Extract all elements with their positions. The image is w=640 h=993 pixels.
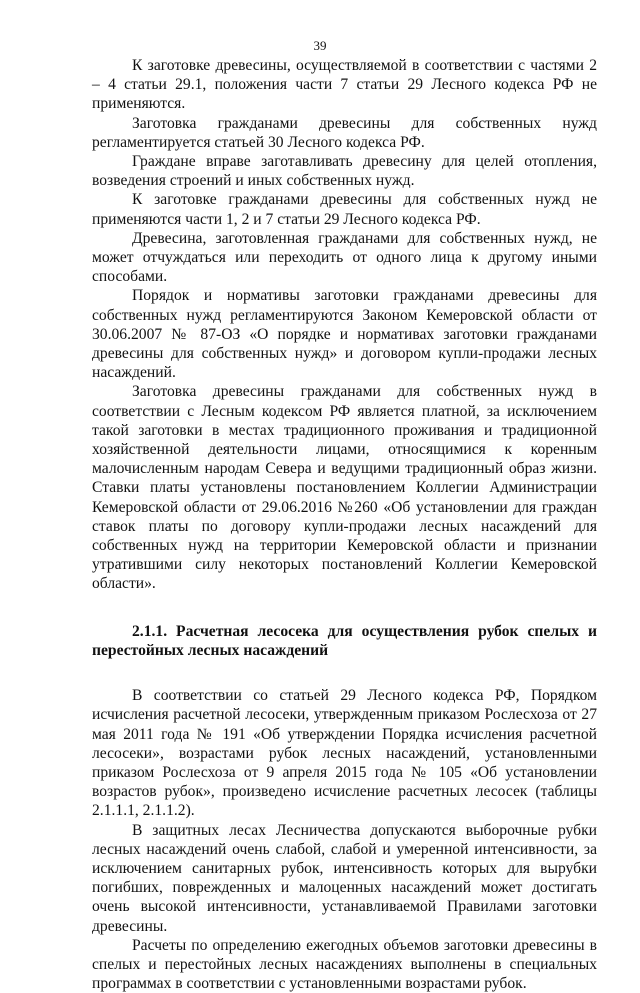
paragraph-1: К заготовке древесины, осуществляемой в соответствии с частями 2 – 4 статьи 29.1, положения части 7 статьи 29 Лесного кодекса РФ не применяются. [92,57,597,113]
paragraph-10: Расчеты по определению ежегодных объемов заготовки древесины в спелых и перестойных лесных насаждениях выполнены в специальных программах в соответствии с установленными возрастами рубок. [92,936,597,993]
paragraph-9: В защитных лесах Лесничества допускаются выборочные рубки лесных насаждений очень слабой, слабой и умеренной интенсивности, за исключением санитарных рубок, интенсивность которых для вырубки погибших, поврежденных и малоценных насаждений может достигать очень высокой интенсивности, устанавливаемой Правилами заготовки древесины. [92,821,597,935]
paragraph-3: Граждане вправе заготавливать древесину для целей отопления, возведения строений и иных собственных нужд. [92,153,597,190]
paragraph-8: В соответствии со статьей 29 Лесного кодекса РФ, Порядком исчисления расчетной лесосеки, утвержденным приказом Рослесхоза от 27 мая 2011 года № 191 «Об утверждении Порядка исчисления расчетной лесосеки», возрастами рубок лесных насаждений, установленными приказом Рослесхоза от 9 апреля 2015 года № 105 «Об установлении возрастов рубок», произведено исчисление расчетных лесосек (таблицы 2.1.1.1, 2.1.1.2). [92,687,597,820]
paragraph-7: Заготовка древесины гражданами для собственных нужд в соответствии с Лесным кодексом РФ является платной, за исключением такой заготовки в местах традиционного проживания и традиционной хозяйственной деятельности лицами, относящимися к коренным малочисленным народам Севера и ведущими традиционный образ жизни. Ставки платы установлены постановлением Коллегии Администрации Кемеровской области от 29.06.2016 №260 «Об установлении для граждан ставок платы по договору купли-продажи лесных насаждений для собственных нужд на территории Кемеровской области и признании утратившими силу некоторых постановлений Коллегии Кемеровской области». [92,383,597,593]
paragraph-6: Порядок и нормативы заготовки гражданами древесины для собственных нужд регламентируются Законом Кемеровской области от 30.06.2007 № 87-ОЗ «О порядке и нормативах заготовки гражданами древесины для собственных нужд» и договором купли-продажи лесных насаждений. [92,287,597,382]
document-body [92,56,597,993]
section-heading: 2.1.1. Расчетная лесосека для осуществления рубок спелых и перестойных лесных насаждений [92,622,597,659]
paragraph-4: К заготовке гражданами древесины для собственных нужд не применяются части 1, 2 и 7 статьи 29 Лесного кодекса РФ. [92,191,597,228]
paragraph-5: Древесина, заготовленная гражданами для собственных нужд, не может отчуждаться или переходить от одного лица к другому иными способами. [92,229,597,286]
page-number: 39 [313,38,327,53]
paragraph-2: Заготовка гражданами древесины для собственных нужд регламентируется статьей 30 Лесного кодекса РФ. [92,114,597,151]
